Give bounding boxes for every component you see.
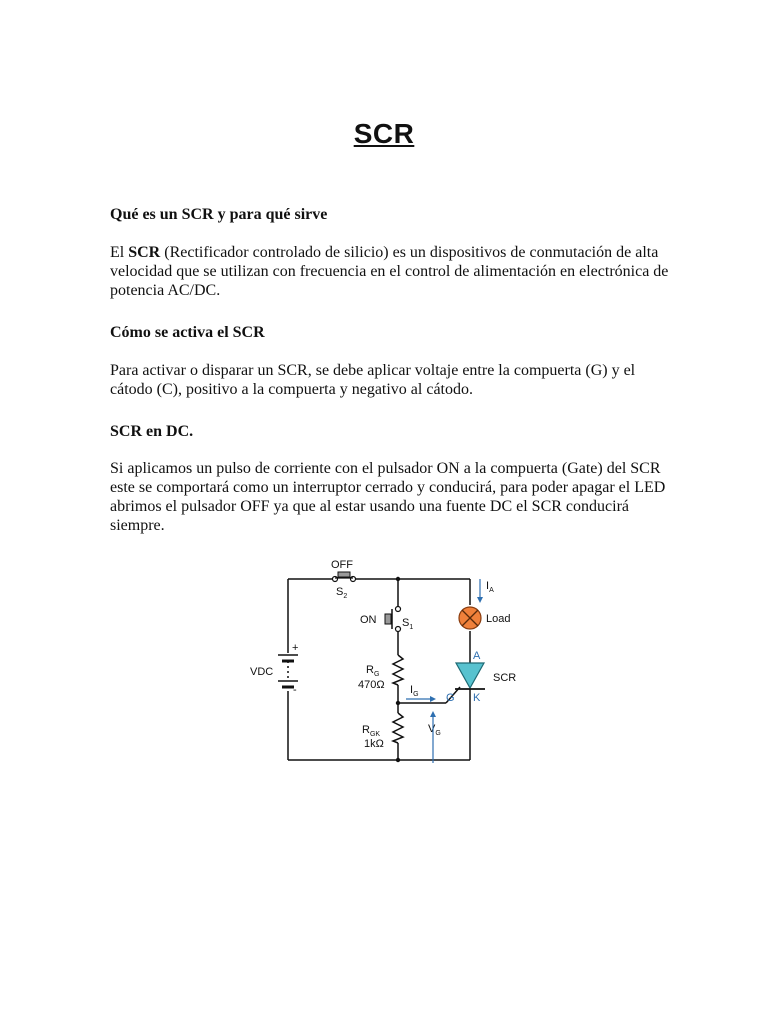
vg-label: $V_G$	[428, 723, 441, 737]
section-paragraph-como-se-activa: Para activar o disparar un SCR, se debe aplicar voltaje entre la compuerta (G) y el cátodo (C), positivo a la compuerta y negativo al cátodo.	[110, 362, 636, 398]
off-switch-s2	[333, 572, 356, 582]
resistor-rgk	[393, 713, 403, 743]
paragraph-rest: (Rectificador controlado de silicio) es un dispositivos de conmutación de alta velocidad que se utilizan con frecuencia en el control de alimentación en electrónica de potencia AC/DC.	[110, 244, 669, 299]
load-label: Load	[486, 613, 511, 625]
rg-value: 470Ω	[358, 679, 385, 691]
on-switch-s1	[385, 607, 401, 632]
rg-label: $R_G$	[366, 664, 380, 678]
resistor-rg	[393, 655, 403, 685]
scr-label: SCR	[493, 672, 517, 684]
cathode-label: K	[473, 692, 481, 704]
rgk-value: 1kΩ	[364, 738, 384, 750]
paragraph-bold-term: SCR	[128, 244, 161, 261]
page-title: SCR	[353, 118, 415, 149]
battery-minus-label: -	[293, 684, 297, 696]
gate-label: G	[446, 692, 455, 704]
rgk-label: $R_{GK}$	[362, 724, 381, 738]
off-label: OFF	[331, 559, 353, 571]
ia-label: $I_A$	[486, 580, 494, 594]
s1-label: $S_1$	[402, 617, 414, 631]
scr-circuit-diagram	[240, 555, 530, 770]
scr-symbol-icon	[455, 663, 485, 689]
anode-label: A	[473, 650, 481, 662]
battery-vdc	[278, 655, 298, 687]
ig-arrow	[406, 696, 436, 702]
vg-arrow	[430, 711, 436, 763]
section-heading-como-se-activa: Cómo se activa el SCR	[110, 324, 265, 341]
battery-plus-label: +	[292, 642, 299, 654]
section-heading-scr-en-dc: SCR en DC.	[110, 423, 194, 440]
section-paragraph-que-es	[110, 243, 670, 300]
load-lamp-icon	[459, 607, 481, 629]
on-label: ON	[360, 614, 377, 626]
ia-arrow	[477, 579, 483, 603]
section-paragraph-scr-en-dc: Si aplicamos un pulso de corriente con el pulsador ON a la compuerta (Gate) del SCR este se comportará como un interruptor cerrado y conducirá, para poder apagar el LED abrimos el pulsador OFF ya que al estar usando una fuente DC el SCR conducirá siempre.	[110, 460, 666, 534]
paragraph-prefix: El	[110, 244, 129, 261]
vdc-label: VDC	[250, 666, 274, 678]
section-heading-que-es: Qué es un SCR y para qué sirve	[110, 206, 328, 223]
s2-label: $S_2$	[336, 586, 348, 600]
ig-label: $I_G$	[410, 684, 419, 698]
